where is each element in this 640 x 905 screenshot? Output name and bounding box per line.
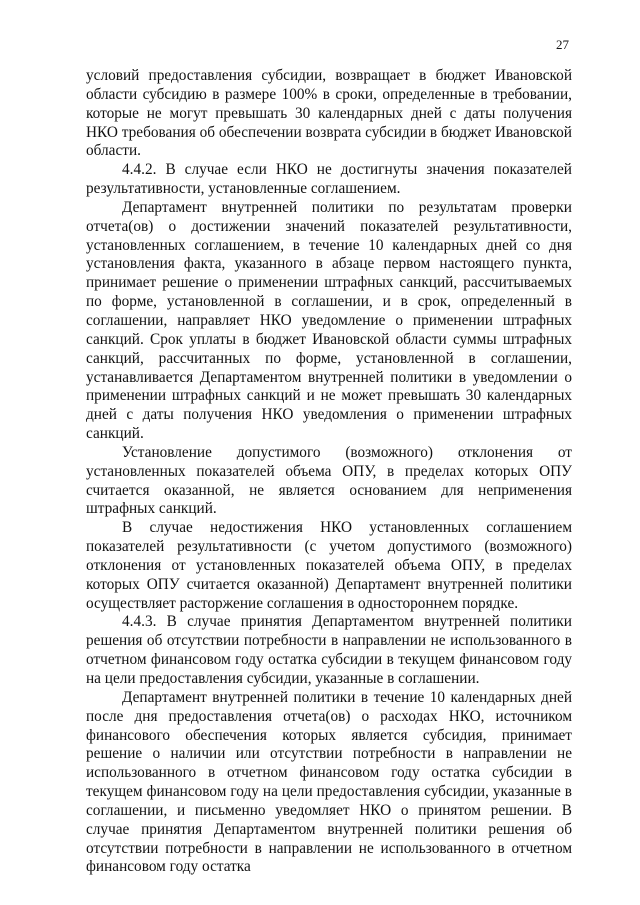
paragraph-4: Установление допустимого (возможного) отклонения от установленных показателей объема ОПУ, в пределах которых ОПУ считается оказанной, не является основанием для неприменения штрафных санкций. [86,443,572,518]
paragraph-1: условий предоставления субсидии, возвращает в бюджет Ивановской области субсидию в размере 100% в сроки, определенные в требовании, которые не могут превышать 30 календарных дней с даты получения НКО требования об обеспечении возврата субсидии в бюджет Ивановской области. [86,67,572,160]
page-number: 27 [556,37,569,52]
paragraph-3: Департамент внутренней политики по результатам проверки отчета(ов) о достижении значений показателей результативности, установленных соглашением, в течение 10 календарных дней со дня установления факта, указанного в абзаце первом настоящего пункта, принимает решение о применении штрафных санкций, рассчитываемых по форме, установленной в соглашении, и в срок, определенный в соглашении, направляет НКО уведомление о применении штрафных санкций. Срок уплаты в бюджет Ивановской области суммы штрафных санкций, рассчитанных по форме, установленной в соглашении, устанавливается Департаментом внутренней политики в уведомлении о применении штрафных санкций и не может превышать 30 календарных дней с даты получения НКО уведомления о применении штрафных санкций. [86,198,572,443]
document-body [86,67,572,877]
paragraph-7: Департамент внутренней политики в течение 10 календарных дней после дня предоставления отчета(ов) о расходах НКО, источником финансового обеспечения которых является субсидия, принимает решение о наличии или отсутствии потребности в направлении не использованного в отчетном финансовом году остатка субсидии в текущем финансовом году на цели предоставления субсидии, указанные в соглашении, и письменно уведомляет НКО о принятом решении. В случае принятия Департаментом внутренней политики решения об отсутствии потребности в направлении не использованного в отчетном финансовом году остатка [86,688,572,876]
paragraph-2: 4.4.2. В случае если НКО не достигнуты значения показателей результативности, установленные соглашением. [86,161,572,198]
paragraph-6: 4.4.3. В случае принятия Департаментом внутренней политики решения об отсутствии потребности в направлении не использованного в отчетном финансовом году остатка субсидии в текущем финансовом году на цели предоставления субсидии, указанные в соглашении. [86,613,572,687]
paragraph-5: В случае недостижения НКО установленных соглашением показателей результативности (с учетом допустимого (возможного) отклонения от установленных показателей объема ОПУ, в пределах которых ОПУ считается оказанной) Департамент внутренней политики осуществляет расторжение соглашения в одностороннем порядке. [86,519,572,612]
